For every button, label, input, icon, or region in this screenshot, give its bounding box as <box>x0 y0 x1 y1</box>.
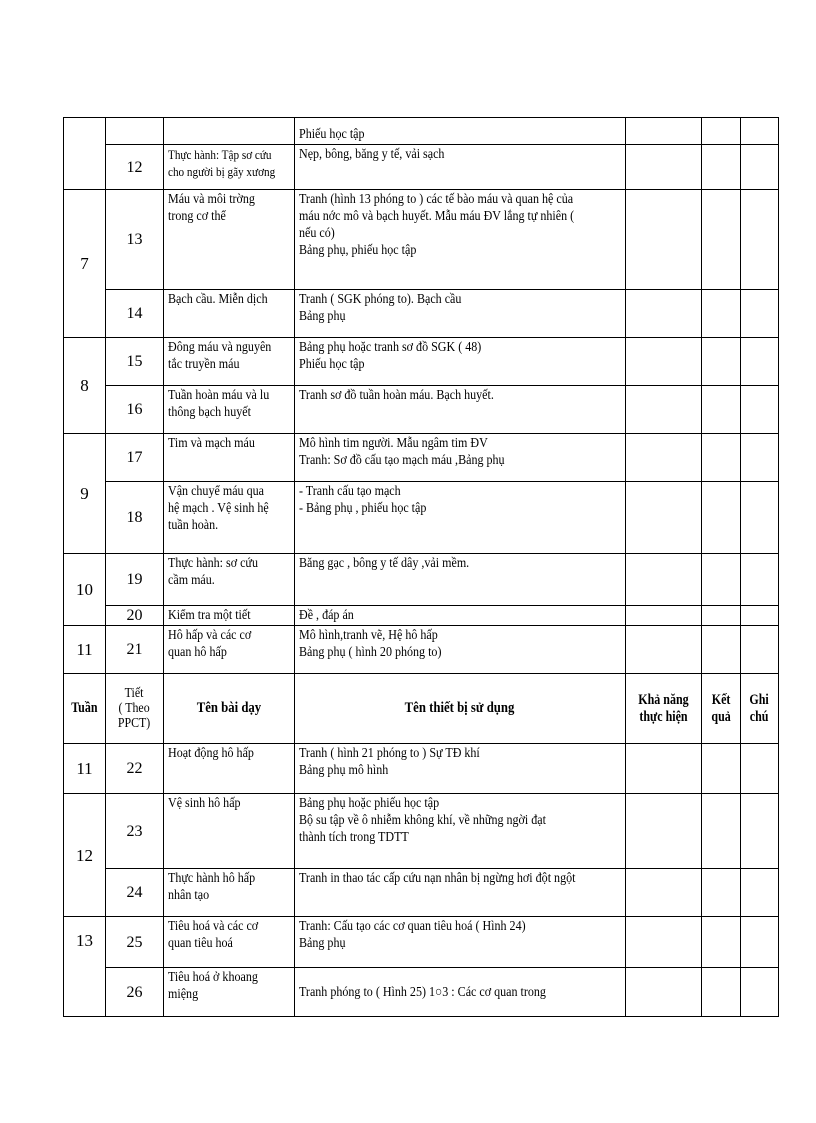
equipment-cell: Bảng phụ hoặc phiếu học tập Bộ su tập về ô nhiễm không khí, về những ngời đạt thành tích trong TDTT <box>295 794 626 869</box>
week-cell: 11 <box>64 626 106 674</box>
lesson-title: Vận chuyể máu qua hệ mạch . Vệ sinh hệ tuần hoàn. <box>164 482 295 554</box>
table-row <box>64 554 779 606</box>
note-cell <box>741 554 779 606</box>
result-cell <box>702 917 741 968</box>
ability-cell <box>626 338 702 386</box>
equipment-cell: Băng gạc , bông y tế dây ,vải mềm. <box>295 554 626 606</box>
lesson-title: Hô hấp và các cơ quan hô hấp <box>164 626 295 674</box>
table-row <box>64 386 779 434</box>
week-cell <box>64 118 106 190</box>
equipment-cell: Tranh ( SGK phóng to). Bạch cầu Bảng phụ <box>295 290 626 338</box>
lesson-title: Tiêu hoá ở khoang miệng <box>164 968 295 1017</box>
week-cell: 8 <box>64 338 106 434</box>
lesson-title: Tiêu hoá và các cơ quan tiêu hoá <box>164 917 295 968</box>
header-row <box>64 674 779 744</box>
table-row <box>64 290 779 338</box>
note-cell <box>741 190 779 290</box>
lesson-cell: 14 <box>106 290 164 338</box>
lesson-title: Đông máu và nguyên tắc truyền máu <box>164 338 295 386</box>
lesson-title: Thực hành: Tập sơ cứu cho người bị gãy xương <box>164 145 295 190</box>
ability-cell <box>626 869 702 917</box>
lesson-cell: 16 <box>106 386 164 434</box>
table-row <box>64 794 779 869</box>
lesson-cell: 24 <box>106 869 164 917</box>
ability-cell <box>626 482 702 554</box>
ability-cell <box>626 606 702 626</box>
note-cell <box>741 386 779 434</box>
result-cell <box>702 869 741 917</box>
lesson-title: Thực hành: sơ cứu cầm máu. <box>164 554 295 606</box>
table-row <box>64 190 779 290</box>
equipment-cell: Nẹp, bông, băng y tế, vải sạch <box>295 145 626 190</box>
result-cell <box>702 626 741 674</box>
week-cell: 12 <box>64 794 106 917</box>
result-cell <box>702 338 741 386</box>
lesson-cell: 20 <box>106 606 164 626</box>
equipment-cell: Đề , đáp án <box>295 606 626 626</box>
result-cell <box>702 554 741 606</box>
note-cell <box>741 434 779 482</box>
table-row <box>64 118 779 145</box>
note-cell <box>741 794 779 869</box>
note-cell <box>741 338 779 386</box>
header-lesson: Tiết ( Theo PPCT) <box>106 674 164 744</box>
result-cell <box>702 145 741 190</box>
equipment-cell: Phiếu học tập <box>295 118 626 145</box>
result-cell <box>702 386 741 434</box>
lesson-title: Hoạt động hô hấp <box>164 744 295 794</box>
table-row <box>64 606 779 626</box>
result-cell <box>702 290 741 338</box>
result-cell <box>702 968 741 1017</box>
table-row <box>64 434 779 482</box>
result-cell <box>702 744 741 794</box>
result-cell <box>702 606 741 626</box>
lesson-cell: 25 <box>106 917 164 968</box>
table-row <box>64 626 779 674</box>
lesson-title: Thực hành hô hấp nhân tạo <box>164 869 295 917</box>
week-cell: 7 <box>64 190 106 338</box>
note-cell <box>741 744 779 794</box>
table-row <box>64 338 779 386</box>
equipment-cell: - Tranh cấu tạo mạch - Bảng phụ , phiếu học tập <box>295 482 626 554</box>
note-cell <box>741 482 779 554</box>
lesson-title: Tim và mạch máu <box>164 434 295 482</box>
ability-cell <box>626 434 702 482</box>
lesson-cell: 22 <box>106 744 164 794</box>
equipment-cell: Tranh phóng to ( Hình 25) 1○3 : Các cơ quan trong <box>295 968 626 1017</box>
lesson-title: Máu và môi trờng trong cơ thể <box>164 190 295 290</box>
lesson-cell: 19 <box>106 554 164 606</box>
table-row <box>64 744 779 794</box>
note-cell <box>741 145 779 190</box>
lesson-title: Tuần hoàn máu và lu thông bạch huyết <box>164 386 295 434</box>
equipment-cell: Tranh sơ đồ tuần hoàn máu. Bạch huyết. <box>295 386 626 434</box>
lesson-title <box>164 118 295 145</box>
table-row <box>64 917 779 968</box>
lesson-equipment-table <box>63 117 779 1017</box>
table-row <box>64 869 779 917</box>
table-row <box>64 145 779 190</box>
ability-cell <box>626 118 702 145</box>
equipment-cell: Mô hình,tranh vẽ, Hệ hô hấp Bảng phụ ( hình 20 phóng to) <box>295 626 626 674</box>
table-row <box>64 968 779 1017</box>
week-cell: 11 <box>64 744 106 794</box>
ability-cell <box>626 290 702 338</box>
ability-cell <box>626 794 702 869</box>
lesson-cell: 15 <box>106 338 164 386</box>
equipment-cell: Bảng phụ hoặc tranh sơ đồ SGK ( 48) Phiếu học tập <box>295 338 626 386</box>
ability-cell <box>626 968 702 1017</box>
result-cell <box>702 794 741 869</box>
week-cell: 9 <box>64 434 106 554</box>
lesson-cell: 13 <box>106 190 164 290</box>
ability-cell <box>626 917 702 968</box>
note-cell <box>741 626 779 674</box>
lesson-cell: 26 <box>106 968 164 1017</box>
lesson-cell: 18 <box>106 482 164 554</box>
table-row <box>64 482 779 554</box>
result-cell <box>702 118 741 145</box>
equipment-cell: Mô hình tim người. Mẫu ngâm tim ĐV Tranh: Sơ đồ cấu tạo mạch máu ,Bảng phụ <box>295 434 626 482</box>
week-cell: 10 <box>64 554 106 626</box>
lesson-title: Kiểm tra một tiết <box>164 606 295 626</box>
header-ability: Khả năng thực hiện <box>626 674 702 744</box>
header-title: Tên bài dạy <box>164 674 295 744</box>
ability-cell <box>626 386 702 434</box>
note-cell <box>741 917 779 968</box>
ability-cell <box>626 554 702 606</box>
ability-cell <box>626 626 702 674</box>
header-week: Tuần <box>64 674 106 744</box>
note-cell <box>741 968 779 1017</box>
equipment-cell: Tranh (hình 13 phóng to ) các tế bào máu và quan hệ của máu nớc mô và bạch huyết. Mẫu máu ĐV lắng tự nhiên ( nếu có) Bảng phụ, phiếu học tập <box>295 190 626 290</box>
equipment-cell: Tranh ( hình 21 phóng to ) Sự TĐ khí Bảng phụ mô hình <box>295 744 626 794</box>
result-cell <box>702 482 741 554</box>
equipment-cell: Tranh: Cấu tạo các cơ quan tiêu hoá ( Hình 24) Bảng phụ <box>295 917 626 968</box>
lesson-cell: 23 <box>106 794 164 869</box>
lesson-cell: 17 <box>106 434 164 482</box>
week-cell: 13 <box>64 917 106 1017</box>
lesson-cell <box>106 118 164 145</box>
lesson-title: Vệ sinh hô hấp <box>164 794 295 869</box>
equipment-cell: Tranh in thao tác cấp cứu nạn nhân bị ngừng hơi đột ngột <box>295 869 626 917</box>
header-result: Kết quả <box>702 674 741 744</box>
note-cell <box>741 869 779 917</box>
ability-cell <box>626 744 702 794</box>
result-cell <box>702 190 741 290</box>
result-cell <box>702 434 741 482</box>
lesson-cell: 12 <box>106 145 164 190</box>
lesson-cell: 21 <box>106 626 164 674</box>
ability-cell <box>626 145 702 190</box>
lesson-title: Bạch cầu. Miễn dịch <box>164 290 295 338</box>
note-cell <box>741 118 779 145</box>
note-cell <box>741 290 779 338</box>
header-note: Ghi chú <box>741 674 779 744</box>
ability-cell <box>626 190 702 290</box>
note-cell <box>741 606 779 626</box>
header-equipment: Tên thiết bị sử dụng <box>295 674 626 744</box>
